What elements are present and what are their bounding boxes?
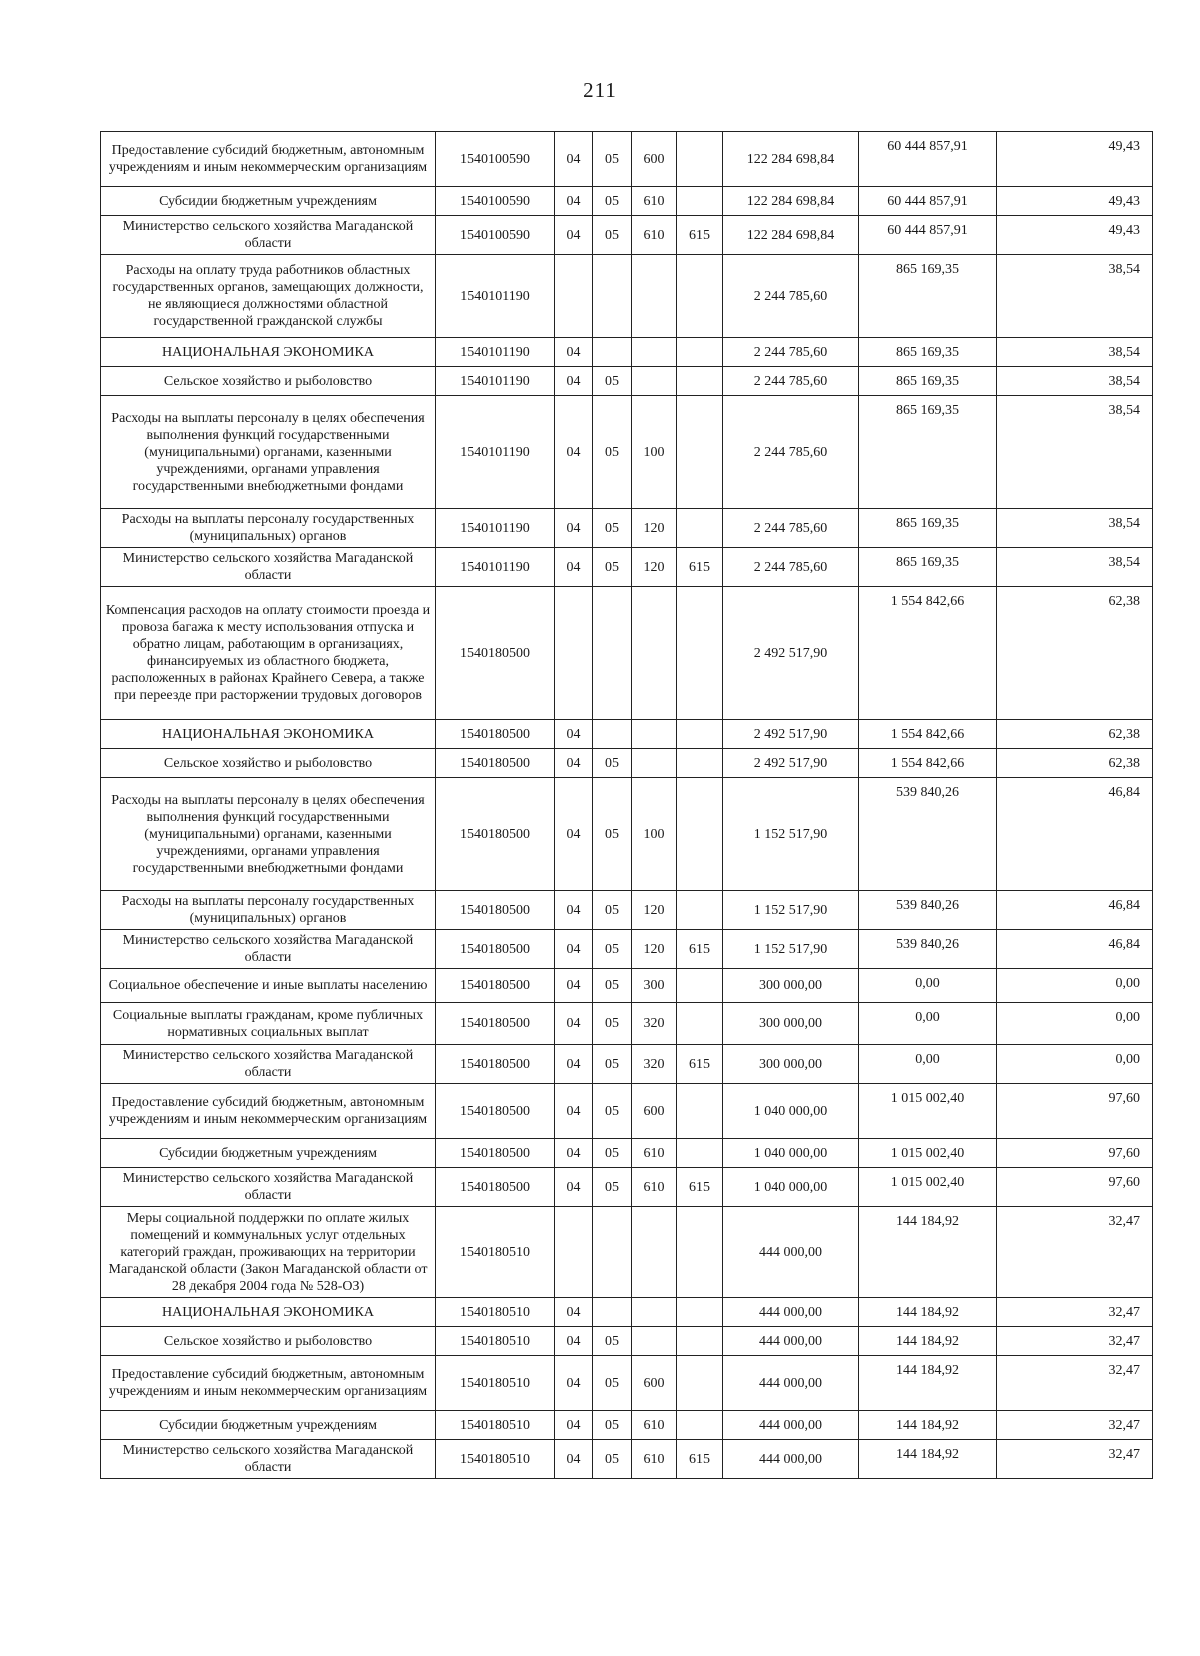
table-row [101,548,1153,587]
row-subsection-code [593,720,632,749]
row-plan-amount: 2 244 785,60 [723,396,859,509]
row-execution-percent: 32,47 [997,1411,1153,1440]
row-executed-amount: 144 184,92 [859,1298,997,1327]
row-section-code [555,1207,593,1298]
row-execution-percent: 49,43 [997,216,1153,255]
row-expense-type-code: 120 [632,509,677,548]
row-plan-amount: 2 492 517,90 [723,587,859,720]
table-row [101,1440,1153,1479]
row-plan-amount: 2 492 517,90 [723,720,859,749]
row-expense-type-code [632,749,677,778]
row-expense-type-code [632,338,677,367]
row-name: НАЦИОНАЛЬНАЯ ЭКОНОМИКА [101,720,436,749]
row-grbs-code [677,1084,723,1139]
row-grbs-code [677,1207,723,1298]
row-execution-percent: 0,00 [997,1003,1153,1045]
row-executed-amount: 60 444 857,91 [859,187,997,216]
table-row [101,969,1153,1003]
row-subsection-code: 05 [593,1168,632,1207]
row-plan-amount: 1 040 000,00 [723,1084,859,1139]
row-section-code: 04 [555,891,593,930]
row-csr-code: 1540180500 [436,930,555,969]
row-section-code: 04 [555,1411,593,1440]
row-execution-percent: 0,00 [997,1045,1153,1084]
row-grbs-code [677,1356,723,1411]
row-name: Субсидии бюджетным учреждениям [101,1139,436,1168]
row-name: Сельское хозяйство и рыболовство [101,749,436,778]
row-subsection-code [593,1207,632,1298]
budget-table-body [101,132,1153,1479]
row-section-code: 04 [555,548,593,587]
row-execution-percent: 46,84 [997,778,1153,891]
table-row [101,1084,1153,1139]
row-name: Министерство сельского хозяйства Магаданской области [101,1168,436,1207]
row-grbs-code: 615 [677,1168,723,1207]
row-section-code: 04 [555,969,593,1003]
row-subsection-code: 05 [593,1084,632,1139]
row-subsection-code: 05 [593,396,632,509]
row-grbs-code [677,1411,723,1440]
table-row [101,1139,1153,1168]
table-row [101,255,1153,338]
row-csr-code: 1540180500 [436,1003,555,1045]
row-name: Субсидии бюджетным учреждениям [101,1411,436,1440]
row-execution-percent: 62,38 [997,587,1153,720]
row-subsection-code: 05 [593,1440,632,1479]
row-plan-amount: 2 244 785,60 [723,509,859,548]
table-row [101,1356,1153,1411]
table-row [101,132,1153,187]
row-subsection-code [593,587,632,720]
row-subsection-code [593,338,632,367]
row-plan-amount: 1 152 517,90 [723,778,859,891]
row-executed-amount: 1 554 842,66 [859,720,997,749]
row-csr-code: 1540180500 [436,1045,555,1084]
row-grbs-code [677,509,723,548]
row-execution-percent: 32,47 [997,1298,1153,1327]
row-section-code: 04 [555,1168,593,1207]
row-name: Расходы на выплаты персоналу государственных (муниципальных) органов [101,891,436,930]
row-subsection-code: 05 [593,1045,632,1084]
row-csr-code: 1540101190 [436,396,555,509]
row-csr-code: 1540180500 [436,891,555,930]
row-name: Предоставление субсидий бюджетным, автономным учреждениям и иным некоммерческим организациям [101,1356,436,1411]
table-row [101,749,1153,778]
row-executed-amount: 865 169,35 [859,509,997,548]
row-executed-amount: 1 554 842,66 [859,749,997,778]
row-name: Министерство сельского хозяйства Магаданской области [101,930,436,969]
row-expense-type-code: 600 [632,132,677,187]
table-row [101,187,1153,216]
row-subsection-code [593,1298,632,1327]
row-plan-amount: 444 000,00 [723,1440,859,1479]
row-csr-code: 1540100590 [436,187,555,216]
row-name: Министерство сельского хозяйства Магаданской области [101,216,436,255]
row-name: Министерство сельского хозяйства Магаданской области [101,1440,436,1479]
row-executed-amount: 865 169,35 [859,548,997,587]
row-execution-percent: 38,54 [997,509,1153,548]
row-executed-amount: 1 015 002,40 [859,1139,997,1168]
row-plan-amount: 444 000,00 [723,1207,859,1298]
row-execution-percent: 32,47 [997,1440,1153,1479]
row-grbs-code [677,367,723,396]
row-execution-percent: 97,60 [997,1084,1153,1139]
row-subsection-code: 05 [593,132,632,187]
row-expense-type-code: 120 [632,891,677,930]
row-execution-percent: 62,38 [997,720,1153,749]
row-plan-amount: 1 040 000,00 [723,1168,859,1207]
row-expense-type-code [632,255,677,338]
row-subsection-code: 05 [593,1327,632,1356]
row-subsection-code: 05 [593,891,632,930]
row-csr-code: 1540180500 [436,720,555,749]
row-plan-amount: 122 284 698,84 [723,132,859,187]
row-execution-percent: 97,60 [997,1139,1153,1168]
row-execution-percent: 38,54 [997,548,1153,587]
row-execution-percent: 49,43 [997,132,1153,187]
row-name: Министерство сельского хозяйства Магаданской области [101,548,436,587]
row-plan-amount: 1 040 000,00 [723,1139,859,1168]
row-execution-percent: 46,84 [997,891,1153,930]
row-expense-type-code [632,367,677,396]
row-execution-percent: 46,84 [997,930,1153,969]
row-section-code [555,255,593,338]
row-expense-type-code: 320 [632,1003,677,1045]
row-section-code [555,587,593,720]
row-expense-type-code [632,1298,677,1327]
row-executed-amount: 865 169,35 [859,255,997,338]
row-csr-code: 1540180500 [436,1168,555,1207]
row-executed-amount: 1 554 842,66 [859,587,997,720]
row-expense-type-code: 100 [632,778,677,891]
row-section-code: 04 [555,1139,593,1168]
table-row [101,720,1153,749]
row-csr-code: 1540101190 [436,509,555,548]
row-name: НАЦИОНАЛЬНАЯ ЭКОНОМИКА [101,1298,436,1327]
row-section-code: 04 [555,1298,593,1327]
row-execution-percent: 38,54 [997,255,1153,338]
row-name: Расходы на выплаты персоналу государственных (муниципальных) органов [101,509,436,548]
row-plan-amount: 2 244 785,60 [723,367,859,396]
row-section-code: 04 [555,132,593,187]
row-csr-code: 1540180500 [436,587,555,720]
row-grbs-code [677,749,723,778]
row-subsection-code: 05 [593,367,632,396]
row-subsection-code: 05 [593,548,632,587]
row-expense-type-code [632,1207,677,1298]
row-execution-percent: 38,54 [997,338,1153,367]
row-subsection-code [593,255,632,338]
row-expense-type-code: 120 [632,548,677,587]
row-expense-type-code: 100 [632,396,677,509]
row-csr-code: 1540180500 [436,969,555,1003]
row-grbs-code: 615 [677,930,723,969]
row-section-code: 04 [555,749,593,778]
row-expense-type-code: 300 [632,969,677,1003]
row-expense-type-code: 610 [632,216,677,255]
row-name: Сельское хозяйство и рыболовство [101,367,436,396]
row-name: Меры социальной поддержки по оплате жилых помещений и коммунальных услуг отдельных категорий граждан, проживающих на территории Магаданской области (Закон Магаданской области от 28 декабря 2004 года № 528-ОЗ) [101,1207,436,1298]
budget-table [100,131,1153,1479]
row-grbs-code [677,1003,723,1045]
row-executed-amount: 0,00 [859,1003,997,1045]
row-csr-code: 1540180510 [436,1411,555,1440]
row-grbs-code: 615 [677,548,723,587]
row-plan-amount: 444 000,00 [723,1327,859,1356]
row-csr-code: 1540100590 [436,216,555,255]
table-row [101,396,1153,509]
row-execution-percent: 97,60 [997,1168,1153,1207]
row-plan-amount: 444 000,00 [723,1411,859,1440]
row-section-code: 04 [555,367,593,396]
row-plan-amount: 444 000,00 [723,1298,859,1327]
row-csr-code: 1540101190 [436,338,555,367]
row-name: Компенсация расходов на оплату стоимости проезда и провоза багажа к месту использования отпуска и обратно лицам, работающим в организациях, финансируемых из областного бюджета, расположенных в районах Крайнего Севера, а также при переезде при расторжении трудовых договоров [101,587,436,720]
row-plan-amount: 122 284 698,84 [723,216,859,255]
table-row [101,1045,1153,1084]
row-name: Расходы на выплаты персоналу в целях обеспечения выполнения функций государственными (муниципальными) органами, казенными учреждениями, органами управления государственными внебюджетными фондами [101,778,436,891]
row-executed-amount: 1 015 002,40 [859,1084,997,1139]
row-executed-amount: 539 840,26 [859,778,997,891]
row-execution-percent: 38,54 [997,396,1153,509]
row-execution-percent: 62,38 [997,749,1153,778]
row-name: Социальное обеспечение и иные выплаты населению [101,969,436,1003]
table-row [101,587,1153,720]
row-csr-code: 1540180500 [436,778,555,891]
row-name: Расходы на выплаты персоналу в целях обеспечения выполнения функций государственными (муниципальными) органами, казенными учреждениями, органами управления государственными внебюджетными фондами [101,396,436,509]
row-expense-type-code: 610 [632,1168,677,1207]
row-csr-code: 1540180510 [436,1207,555,1298]
row-plan-amount: 444 000,00 [723,1356,859,1411]
row-expense-type-code: 120 [632,930,677,969]
row-section-code: 04 [555,187,593,216]
row-section-code: 04 [555,1440,593,1479]
row-section-code: 04 [555,1084,593,1139]
row-subsection-code: 05 [593,1356,632,1411]
row-plan-amount: 122 284 698,84 [723,187,859,216]
row-subsection-code: 05 [593,187,632,216]
table-row [101,367,1153,396]
row-csr-code: 1540101190 [436,548,555,587]
row-grbs-code [677,255,723,338]
row-executed-amount: 865 169,35 [859,367,997,396]
row-executed-amount: 539 840,26 [859,891,997,930]
row-csr-code: 1540100590 [436,132,555,187]
row-grbs-code [677,720,723,749]
row-executed-amount: 0,00 [859,969,997,1003]
row-name: Субсидии бюджетным учреждениям [101,187,436,216]
row-name: Расходы на оплату труда работников областных государственных органов, замещающих должности, не являющиеся должностями областной государственной гражданской службы [101,255,436,338]
row-expense-type-code: 610 [632,187,677,216]
row-section-code: 04 [555,396,593,509]
row-name: НАЦИОНАЛЬНАЯ ЭКОНОМИКА [101,338,436,367]
table-row [101,930,1153,969]
row-csr-code: 1540180500 [436,1139,555,1168]
row-subsection-code: 05 [593,749,632,778]
row-subsection-code: 05 [593,778,632,891]
table-row [101,216,1153,255]
row-subsection-code: 05 [593,1003,632,1045]
row-csr-code: 1540180510 [436,1356,555,1411]
row-name: Министерство сельского хозяйства Магаданской области [101,1045,436,1084]
row-grbs-code [677,396,723,509]
page-number: 211 [583,78,617,102]
row-section-code: 04 [555,1003,593,1045]
row-plan-amount: 1 152 517,90 [723,891,859,930]
row-section-code: 04 [555,338,593,367]
row-name: Предоставление субсидий бюджетным, автономным учреждениям и иным некоммерческим организациям [101,1084,436,1139]
row-executed-amount: 1 015 002,40 [859,1168,997,1207]
row-grbs-code [677,187,723,216]
row-name: Сельское хозяйство и рыболовство [101,1327,436,1356]
row-csr-code: 1540180510 [436,1298,555,1327]
row-section-code: 04 [555,1327,593,1356]
table-row [101,1168,1153,1207]
row-executed-amount: 144 184,92 [859,1356,997,1411]
row-section-code: 04 [555,216,593,255]
row-subsection-code: 05 [593,1411,632,1440]
table-row [101,891,1153,930]
row-plan-amount: 2 244 785,60 [723,338,859,367]
row-csr-code: 1540180500 [436,749,555,778]
row-section-code: 04 [555,720,593,749]
table-row [101,1003,1153,1045]
row-section-code: 04 [555,509,593,548]
row-execution-percent: 32,47 [997,1356,1153,1411]
row-csr-code: 1540101190 [436,255,555,338]
row-grbs-code [677,132,723,187]
row-executed-amount: 865 169,35 [859,338,997,367]
row-expense-type-code: 600 [632,1356,677,1411]
row-csr-code: 1540101190 [436,367,555,396]
row-expense-type-code: 610 [632,1139,677,1168]
row-expense-type-code [632,1327,677,1356]
row-grbs-code [677,891,723,930]
row-csr-code: 1540180500 [436,1084,555,1139]
row-section-code: 04 [555,1045,593,1084]
row-expense-type-code [632,720,677,749]
row-plan-amount: 300 000,00 [723,969,859,1003]
row-execution-percent: 32,47 [997,1327,1153,1356]
row-grbs-code [677,1327,723,1356]
row-expense-type-code [632,587,677,720]
row-executed-amount: 144 184,92 [859,1411,997,1440]
table-row [101,338,1153,367]
row-plan-amount: 2 492 517,90 [723,749,859,778]
row-subsection-code: 05 [593,930,632,969]
row-section-code: 04 [555,1356,593,1411]
row-executed-amount: 0,00 [859,1045,997,1084]
row-grbs-code [677,1139,723,1168]
row-plan-amount: 300 000,00 [723,1045,859,1084]
table-row [101,1207,1153,1298]
row-execution-percent: 0,00 [997,969,1153,1003]
table-row [101,778,1153,891]
row-execution-percent: 32,47 [997,1207,1153,1298]
row-executed-amount: 144 184,92 [859,1207,997,1298]
row-csr-code: 1540180510 [436,1440,555,1479]
row-expense-type-code: 610 [632,1411,677,1440]
row-executed-amount: 144 184,92 [859,1327,997,1356]
row-grbs-code: 615 [677,1440,723,1479]
row-subsection-code: 05 [593,1139,632,1168]
row-grbs-code [677,1298,723,1327]
row-subsection-code: 05 [593,969,632,1003]
row-executed-amount: 539 840,26 [859,930,997,969]
row-grbs-code: 615 [677,1045,723,1084]
row-executed-amount: 60 444 857,91 [859,132,997,187]
row-grbs-code [677,587,723,720]
row-name: Предоставление субсидий бюджетным, автономным учреждениям и иным некоммерческим организациям [101,132,436,187]
row-plan-amount: 2 244 785,60 [723,255,859,338]
row-section-code: 04 [555,778,593,891]
table-row [101,509,1153,548]
row-execution-percent: 49,43 [997,187,1153,216]
row-grbs-code: 615 [677,216,723,255]
row-executed-amount: 144 184,92 [859,1440,997,1479]
row-plan-amount: 2 244 785,60 [723,548,859,587]
table-row [101,1327,1153,1356]
row-subsection-code: 05 [593,509,632,548]
row-name: Социальные выплаты гражданам, кроме публичных нормативных социальных выплат [101,1003,436,1045]
row-execution-percent: 38,54 [997,367,1153,396]
row-expense-type-code: 320 [632,1045,677,1084]
row-grbs-code [677,778,723,891]
row-plan-amount: 300 000,00 [723,1003,859,1045]
row-executed-amount: 60 444 857,91 [859,216,997,255]
row-section-code: 04 [555,930,593,969]
row-expense-type-code: 600 [632,1084,677,1139]
row-subsection-code: 05 [593,216,632,255]
row-grbs-code [677,338,723,367]
row-expense-type-code: 610 [632,1440,677,1479]
table-row [101,1298,1153,1327]
table-row [101,1411,1153,1440]
row-plan-amount: 1 152 517,90 [723,930,859,969]
row-grbs-code [677,969,723,1003]
row-csr-code: 1540180510 [436,1327,555,1356]
row-executed-amount: 865 169,35 [859,396,997,509]
